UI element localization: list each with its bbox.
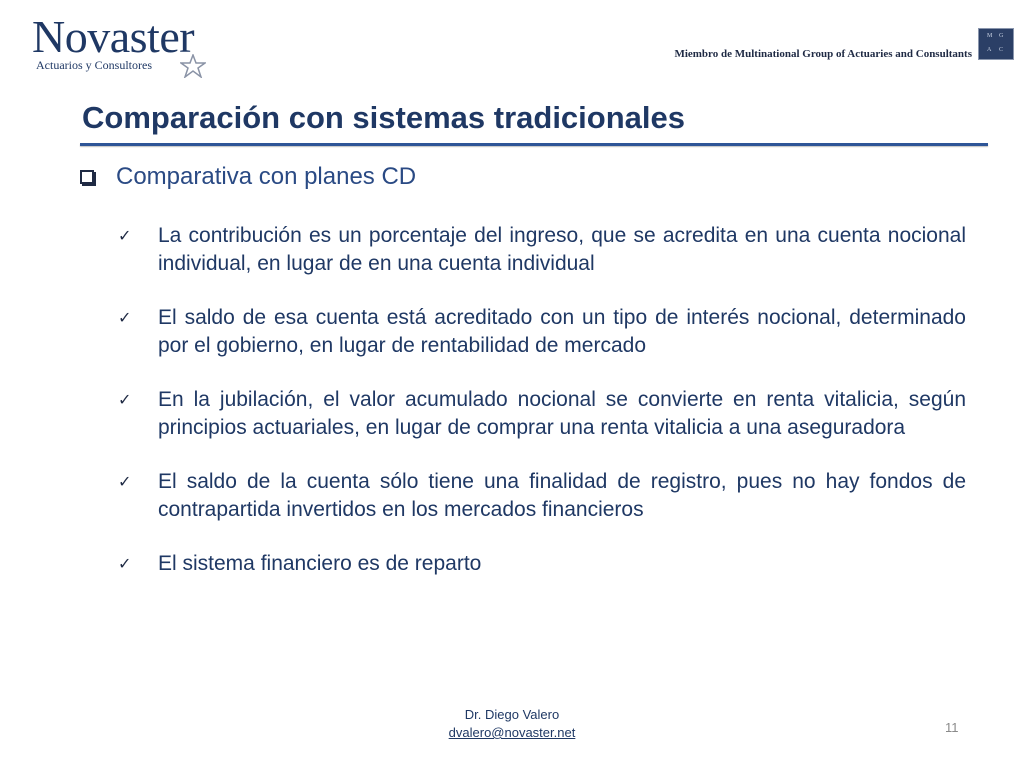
mgac-badge bbox=[978, 28, 1014, 60]
list-item-text: El saldo de la cuenta sólo tiene una finalidad de registro, pues no hay fondos de contrapartida invertidos en los mercados financieros bbox=[158, 470, 966, 521]
badge-letter: G bbox=[999, 33, 1004, 39]
footer-author: Dr. Diego Valero bbox=[464, 707, 560, 722]
page-number: 11 bbox=[945, 720, 959, 735]
checkmark-icon: ✓ bbox=[118, 554, 132, 573]
slide-title: Comparación con sistemas tradicionales bbox=[82, 100, 685, 135]
section-heading bbox=[80, 163, 416, 191]
checkmark-icon: ✓ bbox=[118, 226, 132, 245]
square-bullet-icon bbox=[80, 170, 94, 184]
list-item-text: La contribución es un porcentaje del ingreso, que se acredita en una cuenta nocional individual, en lugar de en una cuenta individual bbox=[158, 224, 966, 275]
footer bbox=[0, 706, 1024, 742]
list-item bbox=[118, 468, 966, 524]
logo-text: Novaster bbox=[32, 11, 195, 62]
badge-letter: A bbox=[987, 47, 992, 53]
list-item-text: El saldo de esa cuenta está acreditado con un tipo de interés nocional, determinado por el gobierno, en lugar de rentabilidad de mercado bbox=[158, 306, 966, 357]
checkmark-icon: ✓ bbox=[118, 472, 132, 491]
bullet-list bbox=[118, 222, 966, 604]
checkmark-icon: ✓ bbox=[118, 390, 132, 409]
logo-subtitle: Actuarios y Consultores bbox=[36, 58, 152, 72]
novaster-logo bbox=[32, 11, 222, 76]
badge-letter: M bbox=[987, 33, 993, 39]
list-item bbox=[118, 222, 966, 278]
list-item-text: En la jubilación, el valor acumulado nocional se convierte en renta vitalicia, según principios actuariales, en lugar de comprar una renta vitalicia a una aseguradora bbox=[158, 388, 966, 439]
badge-letter: C bbox=[999, 47, 1004, 53]
footer-email-link[interactable]: dvalero@novaster.net bbox=[448, 725, 576, 740]
list-item bbox=[118, 304, 966, 360]
list-item bbox=[118, 550, 966, 578]
list-item-text: El sistema financiero es de reparto bbox=[158, 552, 482, 575]
section-text: Comparativa con planes CD bbox=[116, 163, 417, 190]
checkmark-icon: ✓ bbox=[118, 308, 132, 327]
title-divider bbox=[80, 143, 988, 146]
star-icon bbox=[180, 54, 206, 78]
member-text: Miembro de Multinational Group of Actuaries and Consultants bbox=[674, 48, 972, 60]
list-item bbox=[118, 386, 966, 442]
